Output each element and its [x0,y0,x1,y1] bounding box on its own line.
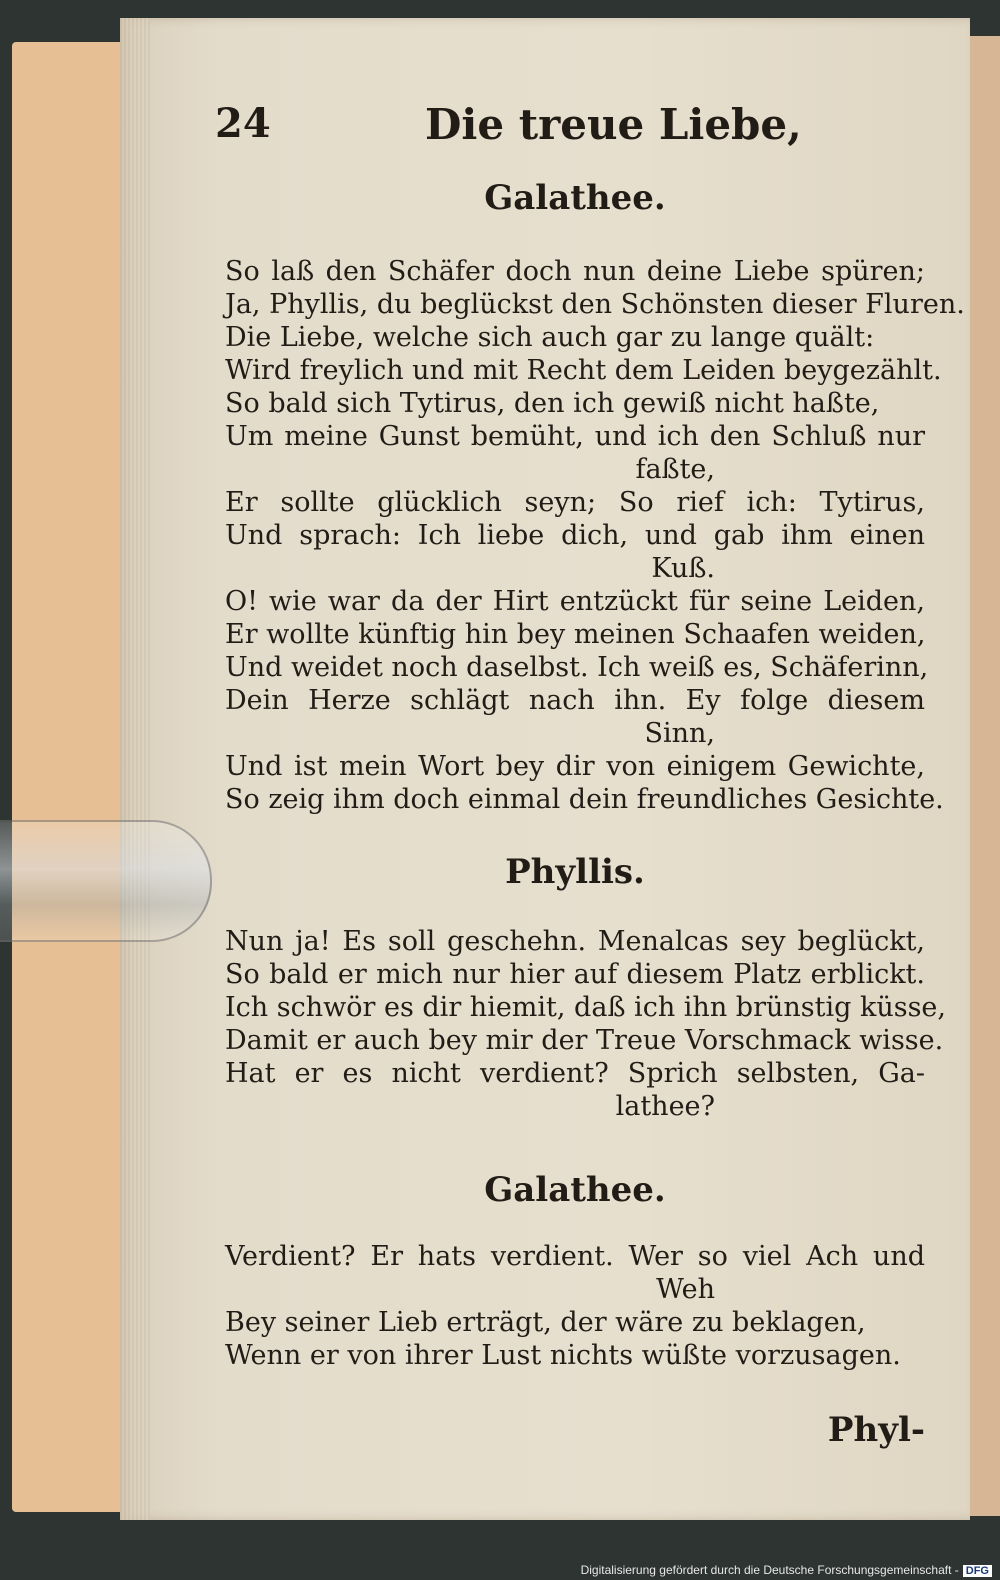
catchword: Phyl- [827,1410,925,1450]
page-number: 24 [215,100,271,147]
page-fore-edge [120,18,150,1520]
running-title: Die treue Liebe, [425,100,802,149]
page-header [215,100,935,160]
digitization-footer [581,1563,992,1577]
verse-line: Die Liebe, welche sich auch gar zu lange quält: [225,322,875,353]
verse-line: So bald er mich nur hier auf diesem Platz erblickt. [225,959,925,990]
verse-line: O! wie war da der Hirt entzückt für seine Leiden, [225,586,925,617]
verse-line: Er sollte glücklich seyn; So rief ich: Tytirus, [225,487,925,518]
verse-line-continuation: lathee? [615,1091,715,1122]
verse-line: Dein Herze schlägt nach ihn. Ey folge diesem [225,685,925,716]
speaker-heading: Phyllis. [505,852,645,892]
verse-line: Damit er auch bey mir der Treue Vorschmack wisse. [225,1025,944,1056]
verse-block [225,255,965,816]
verse-line: Und ist mein Wort bey dir von einigem Gewichte, [225,751,925,782]
verse-line: Bey seiner Lieb erträgt, der wäre zu beklagen, [225,1307,866,1338]
verse-line: Wird freylich und mit Recht dem Leiden beygezählt. [225,355,942,386]
verse-line: Ja, Phyllis, du beglückst den Schönsten dieser Fluren. [225,289,965,320]
verse-line: Hat er es nicht verdient? Sprich selbsten, Ga- [225,1058,925,1089]
dfg-logo: DFG [963,1565,992,1577]
verse-line: Wenn er von ihrer Lust nichts wüßte vorzusagen. [225,1340,901,1371]
book-edge-right [970,36,1000,1516]
verse-line: Und weidet noch daselbst. Ich weiß es, Schäferinn, [225,652,929,683]
verse-line: Ich schwör es dir hiemit, daß ich ihn brünstig küsse, [225,992,946,1023]
footer-text: Digitalisierung gefördert durch die Deutsche Forschungsgemeinschaft - [580,1563,959,1577]
verse-line: So bald sich Tytirus, den ich gewiß nicht haßte, [225,388,880,419]
verse-line: So zeig ihm doch einmal dein freundliches Gesichte. [225,784,944,815]
speaker-heading: Galathee. [484,1170,666,1210]
verse-line: Und sprach: Ich liebe dich, und gab ihm einen [225,520,925,551]
glass-page-holder [0,820,212,942]
verse-line-continuation: Kuß. [651,553,715,584]
verse-line: Verdient? Er hats verdient. Wer so viel Ach und [225,1241,925,1272]
verse-line-continuation: Sinn, [644,718,715,749]
speaker-heading: Galathee. [484,178,666,218]
verse-line: Nun ja! Es soll geschehn. Menalcas sey beglückt, [225,926,925,957]
verse-line-continuation: faßte, [635,454,715,485]
verse-line: Er wollte künftig hin bey meinen Schaafen weiden, [225,619,926,650]
verse-line: Um meine Gunst bemüht, und ich den Schluß nur [225,421,925,452]
verse-line-continuation: Weh [656,1274,715,1305]
verse-block [225,1240,925,1372]
verse-line: So laß den Schäfer doch nun deine Liebe spüren; [225,256,925,287]
verse-block [225,925,946,1123]
